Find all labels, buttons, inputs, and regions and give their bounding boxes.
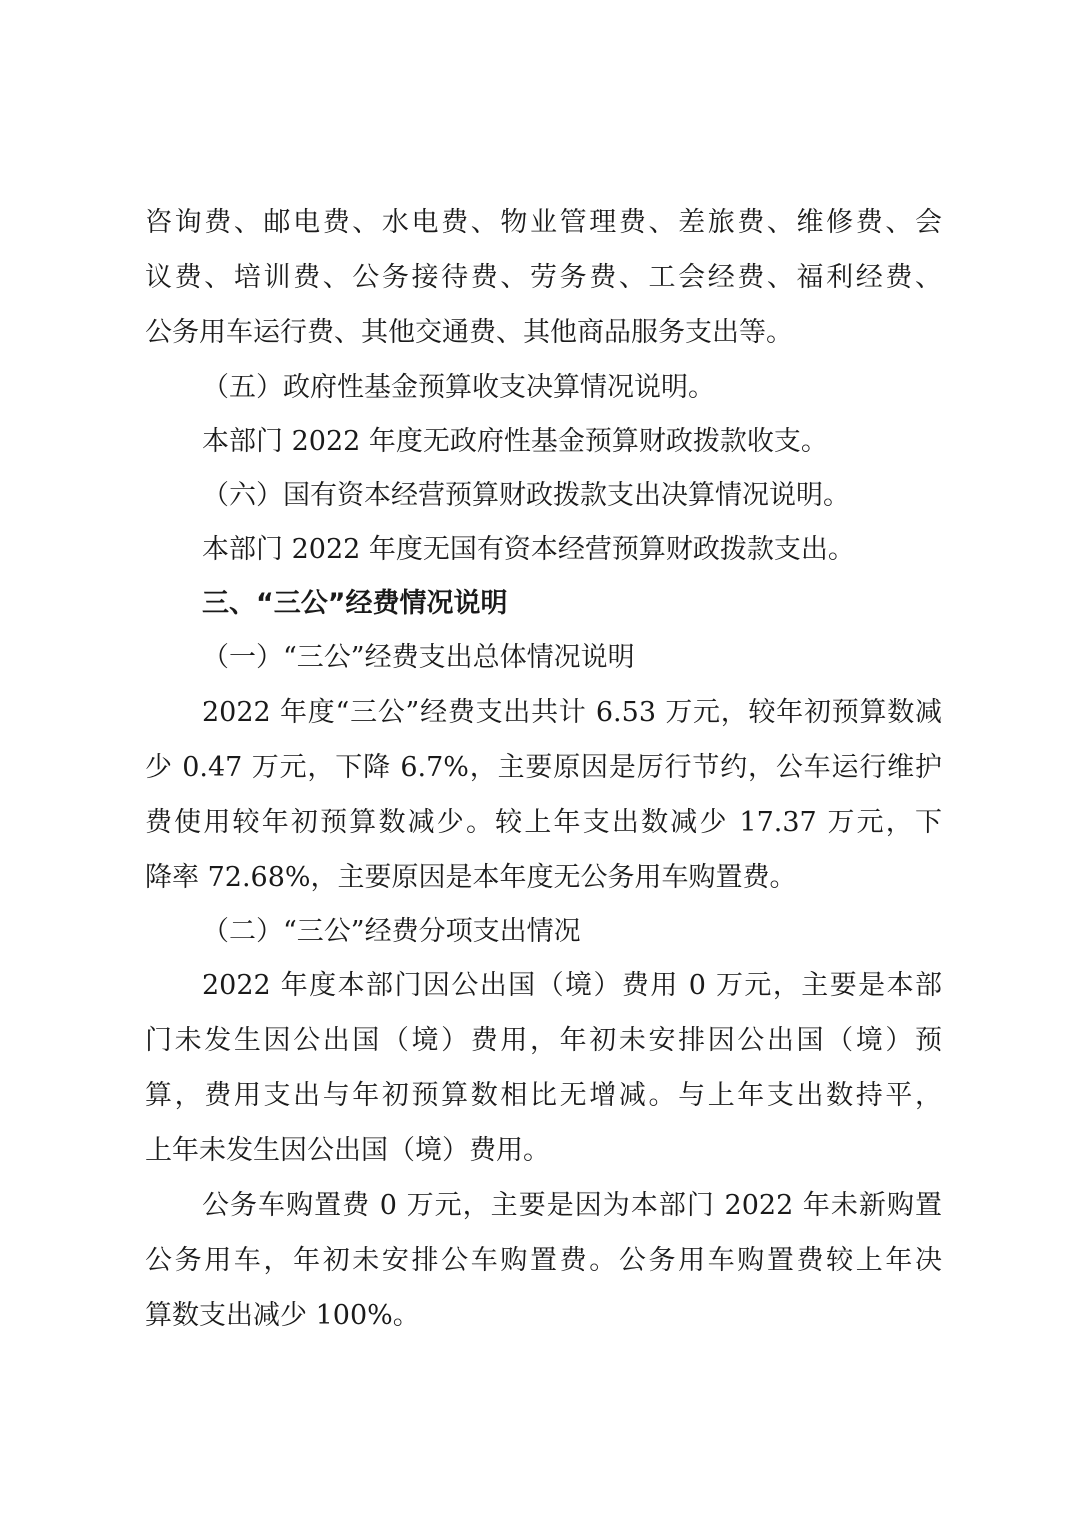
paragraph-line: 本部门 2022 年度无国有资本经营预算财政拨款支出。 — [202, 534, 855, 565]
section-heading: （五）政府性基金预算收支决算情况说明。 — [202, 372, 715, 403]
paragraph-line: 降率 72.68%，主要原因是本年度无公务用车购置费。 — [145, 862, 797, 893]
paragraph-line: 咨询费、邮电费、水电费、物业管理费、差旅费、维修费、会 — [145, 207, 942, 238]
section-heading: （二）“三公”经费分项支出情况 — [202, 916, 581, 947]
paragraph-line: 算数支出减少 100%。 — [145, 1300, 420, 1331]
paragraph-line: 少 0.47 万元，下降 6.7%，主要原因是厉行节约，公车运行维护 — [145, 752, 942, 783]
section-heading: （六）国有资本经营预算财政拨款支出决算情况说明。 — [202, 480, 850, 511]
paragraph-line: 公务用车，年初未安排公车购置费。公务用车购置费较上年决 — [145, 1245, 942, 1276]
paragraph-line: 2022 年度“三公”经费支出共计 6.53 万元，较年初预算数减 — [202, 697, 942, 728]
paragraph-line: 上年未发生因公出国（境）费用。 — [145, 1135, 550, 1166]
paragraph-line: 议费、培训费、公务接待费、劳务费、工会经费、福利经费、 — [145, 262, 942, 293]
paragraph-line: 费使用较年初预算数减少。较上年支出数减少 17.37 万元，下 — [145, 807, 942, 838]
paragraph-line: 算，费用支出与年初预算数相比无增减。与上年支出数持平， — [145, 1080, 942, 1111]
section-heading: （一）“三公”经费支出总体情况说明 — [202, 642, 635, 673]
paragraph-line: 公务车购置费 0 万元，主要是因为本部门 2022 年未新购置 — [202, 1190, 942, 1221]
paragraph-line: 2022 年度本部门因公出国（境）费用 0 万元，主要是本部 — [202, 970, 942, 1001]
paragraph-line: 门未发生因公出国（境）费用，年初未安排因公出国（境）预 — [145, 1025, 942, 1056]
chapter-heading: 三、“三公”经费情况说明 — [202, 588, 508, 619]
paragraph-line: 本部门 2022 年度无政府性基金预算财政拨款收支。 — [202, 426, 828, 457]
paragraph-line: 公务用车运行费、其他交通费、其他商品服务支出等。 — [145, 317, 793, 348]
